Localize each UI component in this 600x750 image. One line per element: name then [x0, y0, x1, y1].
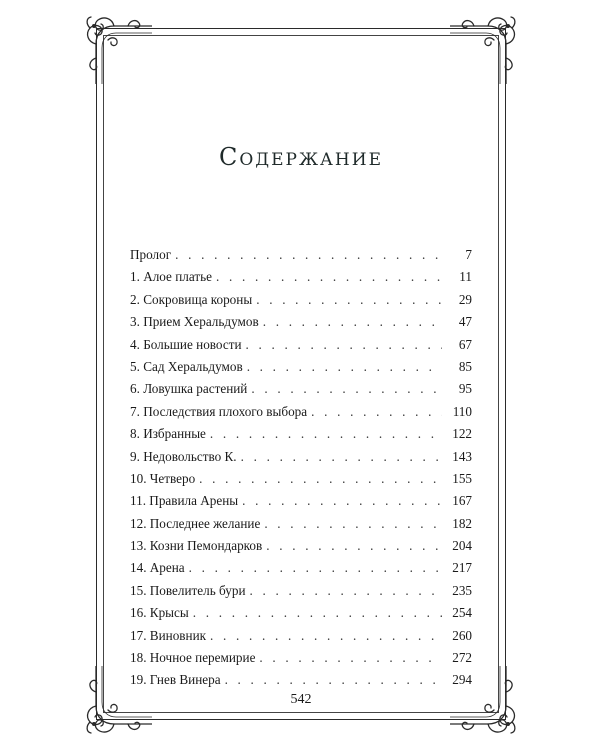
toc-entry [130, 359, 472, 381]
toc-entry [130, 292, 472, 314]
toc-entry-page: 254 [452, 605, 472, 621]
toc-entry-page: 85 [458, 358, 472, 374]
toc-entry-page: 122 [452, 426, 472, 442]
toc-dot-leader [193, 605, 442, 621]
toc-entry-page: 272 [452, 650, 472, 666]
toc-dot-leader [242, 493, 442, 509]
toc-entry [130, 426, 472, 448]
corner-flourish-icon [82, 14, 152, 84]
toc-entry-title: 17. Виновник [130, 627, 207, 643]
toc-entry-title: 9. Недовольство К. [130, 448, 237, 464]
toc-dot-leader [311, 404, 442, 420]
toc-entry-title: 13. Козни Пемондарков [130, 538, 263, 554]
toc-entry-title: 19. Гнев Винера [130, 672, 221, 688]
toc-dot-leader [210, 628, 442, 644]
toc-entry-page: 235 [452, 582, 472, 598]
toc-entry-page: 110 [452, 403, 472, 419]
toc-dot-leader [251, 381, 442, 397]
toc-entry [130, 404, 472, 426]
toc-entry [130, 381, 472, 403]
toc-entry [130, 337, 472, 359]
toc-entry-title: 2. Сокровища короны [130, 291, 253, 307]
toc-entry-page: 204 [452, 538, 472, 554]
toc-entry [130, 449, 472, 471]
toc-entry [130, 471, 472, 493]
toc-entry-title: 10. Четверо [130, 470, 196, 486]
page-title: Содержание [218, 143, 383, 171]
toc-dot-leader [256, 292, 442, 308]
toc-entry-title: 3. Прием Херальдумов [130, 314, 259, 330]
toc-entry [130, 269, 472, 291]
toc-entry-title: 5. Сад Херальдумов [130, 358, 243, 374]
corner-flourish-icon [450, 14, 520, 84]
toc-entry-page: 294 [452, 672, 472, 688]
toc-dot-leader [246, 337, 442, 353]
toc-entry-page: 182 [452, 515, 472, 531]
toc-entry-title: 14. Арена [130, 560, 185, 576]
toc-dot-leader [216, 269, 442, 285]
toc-entry-title: Пролог [130, 247, 172, 262]
toc-entry-title: 11. Правила Арены [130, 493, 239, 509]
toc-entry-page: 217 [452, 560, 472, 576]
toc-entry-page: 143 [452, 448, 472, 464]
page-number: 542 [290, 692, 312, 707]
toc-entry [130, 516, 472, 538]
toc-entry-page: 260 [452, 627, 472, 643]
toc-entry-page: 29 [458, 291, 472, 307]
toc-entry-page: 155 [452, 470, 472, 486]
toc-entry-title: 6. Ловушка растений [130, 381, 248, 397]
toc-dot-leader [259, 650, 442, 666]
toc-entry-title: 7. Последствия плохого выбора [130, 403, 308, 419]
toc-entry [130, 650, 472, 672]
toc-entry [130, 493, 472, 515]
toc-entry-title: 1. Алое платье [130, 269, 212, 285]
toc-entry [130, 605, 472, 627]
toc-dot-leader [264, 516, 442, 532]
toc-entry-page: 95 [458, 381, 472, 397]
toc-entry [130, 583, 472, 605]
toc-entry-title: 15. Повелитель бури [130, 582, 246, 598]
toc-dot-leader [175, 247, 442, 263]
toc-entry [130, 247, 472, 269]
toc-entry [130, 628, 472, 650]
toc-dot-leader [241, 449, 442, 465]
toc-entry [130, 538, 472, 560]
toc-dot-leader [250, 583, 443, 599]
toc-entry-title: 18. Ночное перемирие [130, 650, 256, 666]
table-of-contents [130, 247, 472, 695]
toc-dot-leader [225, 672, 442, 688]
toc-entry-title: 8. Избранные [130, 426, 206, 442]
toc-dot-leader [210, 426, 442, 442]
toc-entry-title: 16. Крысы [130, 605, 189, 621]
toc-entry-title: 4. Большие новости [130, 336, 242, 352]
toc-entry-title: 12. Последнее желание [130, 515, 261, 531]
toc-dot-leader [189, 560, 442, 576]
toc-dot-leader [199, 471, 442, 487]
toc-entry-page: 7 [465, 247, 472, 262]
toc-dot-leader [247, 359, 442, 375]
toc-entry-page: 11 [459, 269, 472, 285]
toc-entry-page: 47 [458, 314, 472, 330]
toc-entry [130, 314, 472, 336]
toc-dot-leader [263, 314, 442, 330]
toc-entry-page: 67 [458, 336, 472, 352]
toc-entry [130, 560, 472, 582]
toc-entry-page: 167 [452, 493, 472, 509]
toc-dot-leader [266, 538, 442, 554]
